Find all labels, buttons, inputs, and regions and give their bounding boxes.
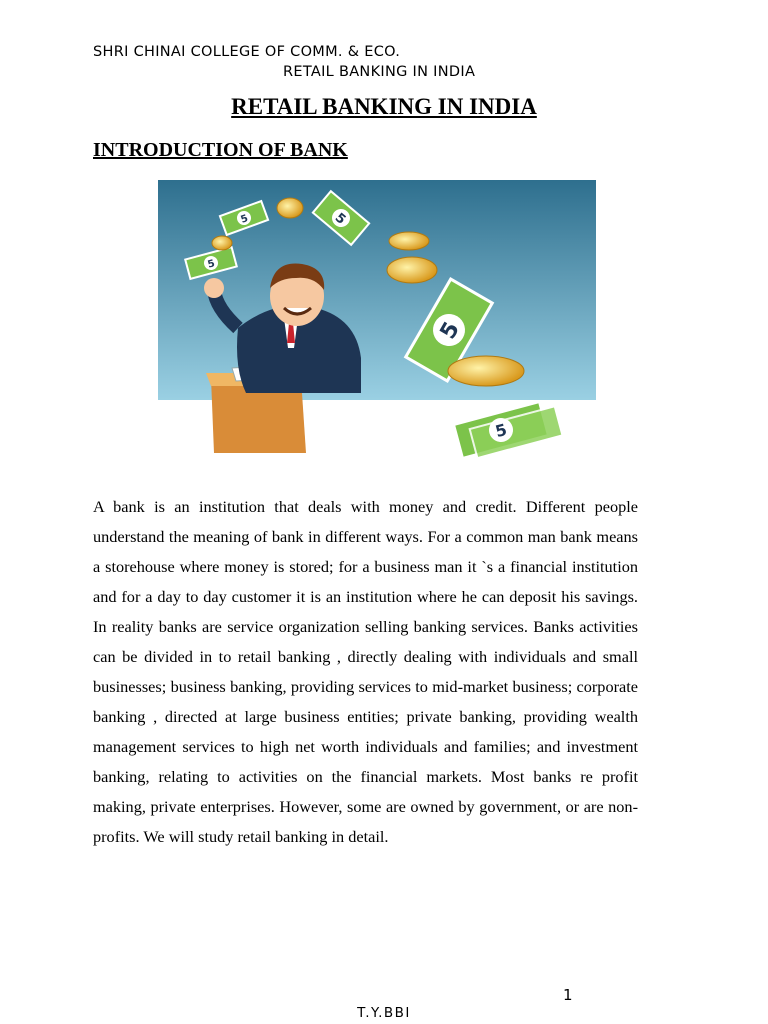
section-heading: INTRODUCTION OF BANK [93,139,348,161]
page-footer: T.Y.BBI [357,1005,411,1021]
coin [448,356,524,386]
banknote-bottom-right [454,399,562,462]
coin [387,257,437,283]
header-college-name: SHRI CHINAI COLLEGE OF COMM. & ECO. [93,44,401,60]
page-title: RETAIL BANKING IN INDIA [231,94,537,119]
banknote-numeral: 5 [206,258,217,271]
banknote-numeral: 5 [239,213,250,226]
body-paragraph: A bank is an institution that deals with money and credit. Different people understand the meaning of bank in different ways. For a common man bank means a storehouse where money is stored; for a business man it `s a financial institution and for a day to day customer it is an institution where he can deposit his savings. In reality banks are service organization selling banking services. Banks activities can be divided in to retail banking , directly dealing with individuals and small businesses; business banking, providing services to mid-market business; corporate banking , directed at large business entities; private banking, providing wealth management services to high net worth individuals and families; and investment banking, relating to activities on the financial markets. Most banks re profit making, private enterprises. However, some are owned by government, or are non-profits. We will study retail banking in detail. [93,497,638,846]
header-document-title: RETAIL BANKING IN INDIA [283,64,476,80]
coin [212,236,232,250]
banknote-numeral: 5 [493,419,509,442]
banknote-numeral: 5 [435,317,465,344]
banknote-numeral: 5 [331,210,349,228]
coin [277,198,303,218]
coin [389,232,429,250]
businessman-money-illustration [156,178,596,468]
page-number: 1 [563,986,573,1004]
